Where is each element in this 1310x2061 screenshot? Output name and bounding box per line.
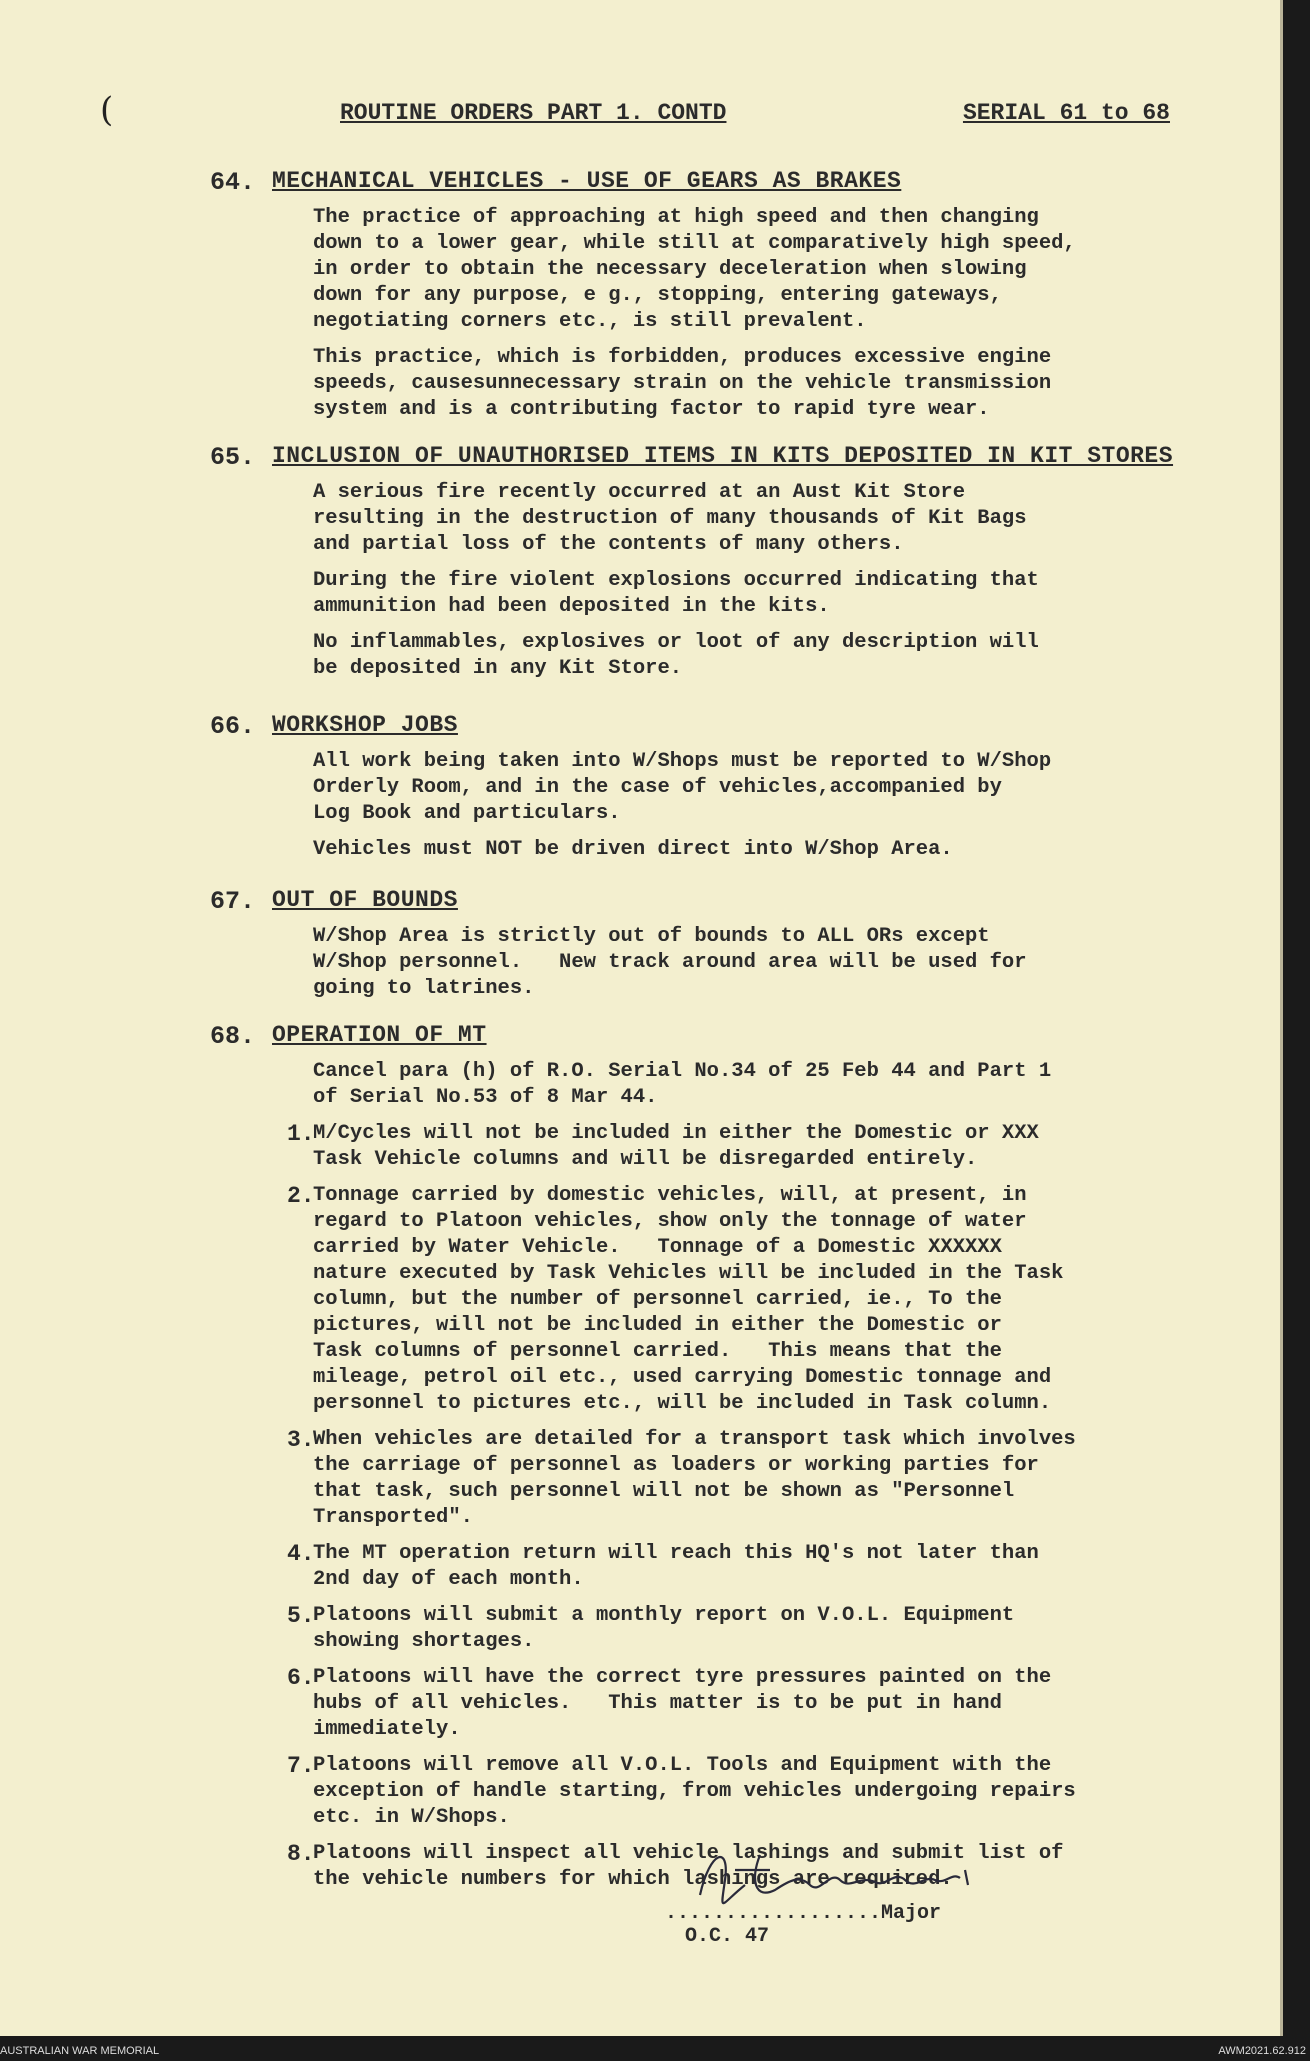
paragraph: The practice of approaching at high speed and then changing down to a lower gear, while still at comparatively high speed, in order to obtain the necessary deceleration when slowing down for any purpose, e g., stopping, entering gateways, negotiating corners etc., is still prevalent.: [313, 206, 1076, 333]
section-title: OUT OF BOUNDS: [272, 887, 458, 913]
list-item: 8. Platoons will inspect all vehicle lashings and submit list of the vehicle numbers for which lashings are required.: [287, 1841, 1064, 1891]
signature-line: ..................Major: [665, 1902, 942, 1925]
paragraph: During the fire violent explosions occurred indicating that ammunition had been deposited in the kits.: [313, 569, 1039, 618]
header-serial: SERIAL 61 to 68: [962, 100, 1170, 126]
list-item: 1. M/Cycles will not be included in either the Domestic or XXX Task Vehicle columns and will be disregarded entirely.: [287, 1121, 1039, 1171]
list-item: 4. The MT operation return will reach this HQ's not later than 2nd day of each month.: [287, 1541, 1039, 1591]
section-number: 67.: [210, 887, 256, 916]
document-header: [340, 100, 1170, 126]
section-65: [210, 443, 1250, 692]
section-64: [210, 168, 1250, 433]
paragraph: Vehicles must NOT be driven direct into W/Shop Area.: [313, 838, 953, 861]
section-title: MECHANICAL VEHICLES - USE OF GEARS AS BRAKES: [272, 168, 902, 194]
list-item: 2. Tonnage carried by domestic vehicles, will, at present, in regard to Platoon vehicles, show only the tonnage of water carried by Water Vehicle. Tonnage of a Domestic XXXXXX nature executed by Task Vehicles will be included in the Task column, but the number of personnel carried, ie., To the pictures, will not be included in either the Domestic or Task columns of personnel carried. This means that the mileage, petrol oil etc., used carrying Domestic tonnage and personnel to pictures etc., will be included in Task column.: [287, 1183, 1064, 1415]
handwritten-signature: [690, 1840, 1020, 1910]
section-title: WORKSHOP JOBS: [272, 712, 458, 738]
section-number: 66.: [210, 712, 256, 741]
header-title: ROUTINE ORDERS PART 1. CONTD: [340, 100, 727, 126]
section-title: INCLUSION OF UNAUTHORISED ITEMS IN KITS DEPOSITED IN KIT STORES: [272, 443, 1174, 469]
section-number: 65.: [210, 443, 256, 472]
signature-title: O.C. 47: [685, 1925, 770, 1948]
section-67: [210, 887, 1250, 1012]
list-item: 5. Platoons will submit a monthly report on V.O.L. Equipment showing shortages.: [287, 1603, 1015, 1653]
paragraph: A serious fire recently occurred at an Aust Kit Store resulting in the destruction of many thousands of Kit Bags and partial loss of the contents of many others.: [313, 481, 1027, 556]
footer-reference: AWM2021.62.912: [1218, 2045, 1306, 2057]
list-item: 7. Platoons will remove all V.O.L. Tools and Equipment with the exception of handle starting, from vehicles undergoing repairs etc. in W/Shops.: [287, 1753, 1076, 1829]
paragraph: All work being taken into W/Shops must be reported to W/Shop Orderly Room, and in the case of vehicles,accompanied by Log Book and particulars.: [313, 750, 1052, 825]
paragraph: W/Shop Area is strictly out of bounds to ALL ORs except W/Shop personnel. New track around area will be used for going to latrines.: [313, 925, 1027, 1000]
section-66: [210, 712, 1250, 873]
paragraph: No inflammables, explosives or loot of any description will be deposited in any Kit Store.: [313, 631, 1039, 680]
section-number: 64.: [210, 168, 256, 197]
section-title: OPERATION OF MT: [272, 1022, 487, 1048]
list-item: 6. Platoons will have the correct tyre pressures painted on the hubs of all vehicles. This matter is to be put in hand immediately.: [287, 1665, 1052, 1741]
signature-block: [665, 1902, 941, 1948]
footer-source: AUSTRALIAN WAR MEMORIAL: [0, 2045, 160, 2057]
paragraph: This practice, which is forbidden, produces excessive engine speeds, causesunnecessary strain on the vehicle transmission system and is a contributing factor to rapid tyre wear.: [313, 346, 1052, 421]
list-item: 3. When vehicles are detailed for a transport task which involves the carriage of personnel as loaders or working parties for that task, such personnel will not be shown as "Personnel Transported".: [287, 1427, 1076, 1529]
paragraph: Cancel para (h) of R.O. Serial No.34 of 25 Feb 44 and Part 1 of Serial No.53 of 8 Mar 44.: [313, 1060, 1052, 1109]
section-68: [210, 1022, 1250, 1903]
hole-punch-mark: (: [100, 90, 114, 130]
section-number: 68.: [210, 1022, 256, 1051]
